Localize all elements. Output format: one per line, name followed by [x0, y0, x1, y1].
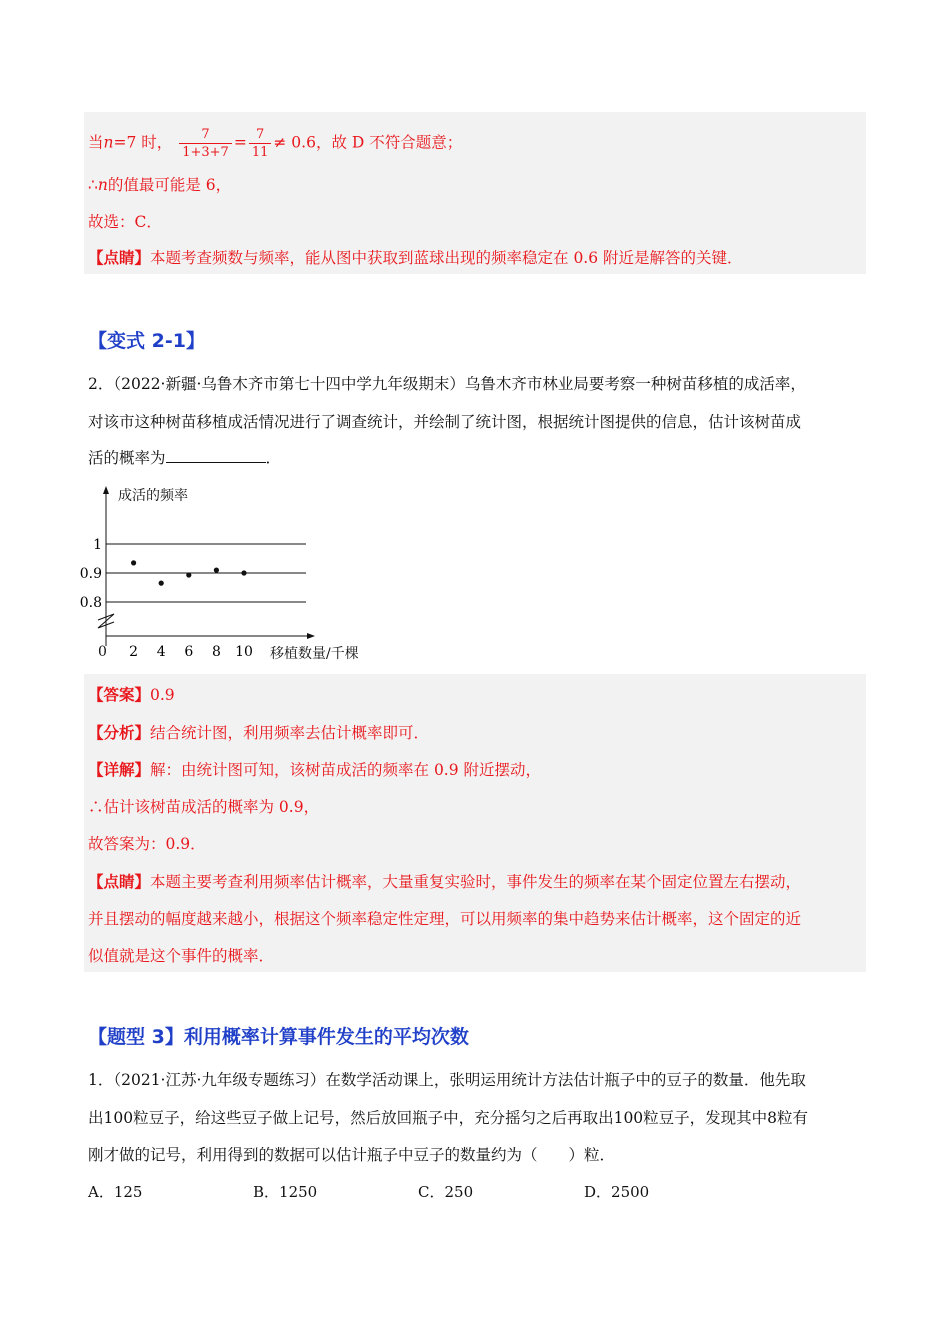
type3-heading: 【题型 3】利用概率计算事件发生的平均次数 — [88, 1026, 469, 1048]
question-line-1: 2．（2022·新疆·乌鲁木齐市第七十四中学九年级期末）乌鲁木齐市林业局要考察一种树苗移植的成活率， — [88, 375, 806, 393]
y-tick-label: 0.8 — [79, 595, 102, 611]
data-point-10 — [241, 570, 246, 575]
x-axis-arrow — [307, 633, 315, 639]
x-axis-label: 移植数量/千棵 — [270, 646, 359, 662]
option-a[interactable]: A．125 — [88, 1183, 143, 1201]
scatter-chart — [79, 480, 404, 670]
answer-blank — [166, 448, 266, 463]
y-tick-label: 0.9 — [79, 566, 102, 582]
data-point-4 — [159, 581, 164, 586]
x-tick-label: 2 — [129, 644, 139, 660]
type3-question-line-2: 出100粒豆子，给这些豆子做上记号，然后放回瓶子中，充分摇匀之后再取出100粒豆子，发现其中8粒有 — [88, 1109, 809, 1127]
detail-line-3: 故答案为：0.9． — [88, 835, 206, 853]
detail-line: 【详解】解：由统计图可知，该树苗成活的频率在 0.9 附近摆动， — [88, 760, 542, 779]
option-c[interactable]: C．250 — [418, 1183, 474, 1201]
x-tick-label: 10 — [235, 644, 253, 660]
fraction-1: $\frac{7}{1+3+7}$ — [179, 126, 232, 161]
y-axis-label: 成活的频率 — [118, 488, 188, 504]
data-point-8 — [214, 568, 219, 573]
detail-line-2: ∴估计该树苗成活的概率为 0.9， — [88, 798, 320, 816]
comment-line-1: 【点睛】本题主要考查利用频率估计概率，大量重复实验时，事件发生的频率在某个固定位置左右摆动， — [88, 872, 802, 891]
option-d[interactable]: D．2500 — [584, 1183, 650, 1201]
solution-line-1: 当n=7 时， $\frac{7}{1+3+7}$ = $\frac{7}{11}$ ≠ 0.6，故 D 不符合题意； — [88, 127, 463, 160]
comment-line-2: 并且摆动的幅度越来越小，根据这个频率稳定性定理，可以用频率的集中趋势来估计概率，这个固定的近 — [88, 910, 802, 928]
y-axis-arrow — [103, 486, 109, 494]
type3-question-line-3: 刚才做的记号，利用得到的数据可以估计瓶子中豆子的数量约为（ ）粒． — [88, 1146, 616, 1164]
fraction-2: $\frac{7}{11}$ — [249, 126, 272, 161]
data-point-6 — [186, 572, 191, 577]
x-tick-label: 4 — [156, 644, 166, 660]
variant-heading: 【变式 2-1】 — [88, 330, 205, 352]
solution-line-3: 故选：C． — [88, 213, 162, 231]
origin-label: 0 — [98, 644, 107, 660]
solution-line-2: ∴n的值最可能是 6， — [88, 176, 232, 194]
solution-comment: 【点睛】本题考查频数与频率，能从图中获取到蓝球出现的频率稳定在 0.6 附近是解答的关键． — [88, 248, 743, 267]
answer-line: 【答案】0.9 — [88, 685, 175, 704]
analysis-line: 【分析】结合统计图，利用频率去估计概率即可． — [88, 723, 430, 742]
comment-line-3: 似值就是这个事件的概率． — [88, 947, 275, 965]
data-point-2 — [131, 560, 136, 565]
option-b[interactable]: B．1250 — [253, 1183, 318, 1201]
question-line-3: 活的概率为 ． — [88, 449, 282, 467]
x-tick-label: 6 — [184, 644, 194, 660]
question-line-2: 对该市这种树苗移植成活情况进行了调查统计，并绘制了统计图，根据统计图提供的信息，估计该树苗成 — [88, 413, 802, 431]
y-tick-label: 1 — [93, 537, 102, 553]
x-tick-label: 8 — [211, 644, 221, 660]
type3-question-line-1: 1．（2021·江苏·九年级专题练习）在数学活动课上，张明运用统计方法估计瓶子中的豆子的数量．他先取 — [88, 1071, 806, 1089]
